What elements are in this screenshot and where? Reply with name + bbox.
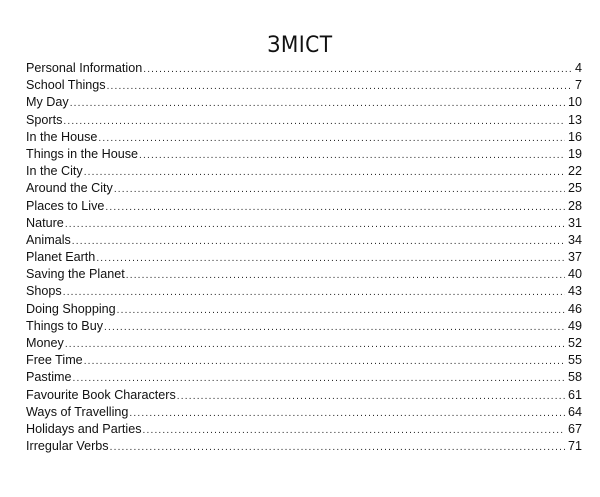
toc-entry-page-number: 40	[567, 267, 582, 282]
toc-entry-title: Sports	[26, 112, 63, 127]
toc-entry-page-number: 7	[574, 78, 582, 93]
toc-entry-title: Around the City	[26, 181, 113, 196]
toc-entry	[26, 146, 582, 163]
dot-leader	[104, 319, 565, 335]
dot-leader	[72, 233, 565, 249]
dot-leader	[114, 181, 565, 197]
dot-leader	[73, 370, 565, 386]
dot-leader	[96, 250, 565, 266]
toc-entry	[26, 163, 582, 180]
toc-entry-title: School Things	[26, 78, 106, 93]
dot-leader	[177, 388, 565, 404]
toc-entry-title: Free Time	[26, 353, 83, 368]
toc-entry-page-number: 67	[567, 421, 582, 436]
toc-entry-page-number: 31	[567, 215, 582, 230]
toc-entry-title: Things in the House	[26, 146, 139, 161]
toc-entry-title: My Day	[26, 95, 69, 110]
dot-leader	[65, 336, 565, 352]
toc-entry-page-number: 43	[567, 284, 582, 299]
page-title: ЗМІСТ	[267, 33, 333, 58]
toc-entry	[26, 301, 582, 318]
toc-entry	[26, 438, 582, 455]
toc-entry-page-number: 28	[567, 198, 582, 213]
toc-list	[26, 60, 582, 455]
toc-entry	[26, 180, 582, 197]
toc-entry-page-number: 19	[567, 146, 582, 161]
toc-entry	[26, 369, 582, 386]
toc-entry	[26, 94, 582, 111]
dot-leader	[107, 78, 572, 94]
toc-entry-page-number: 61	[567, 387, 582, 402]
toc-entry-title: Favourite Book Characters	[26, 387, 176, 402]
dot-leader	[126, 267, 565, 283]
dot-leader	[129, 405, 565, 421]
toc-entry-title: Personal Information	[26, 61, 143, 75]
dot-leader	[143, 61, 572, 77]
toc-entry	[26, 335, 582, 352]
dot-leader	[139, 147, 565, 163]
toc-entry-title: In the House	[26, 129, 98, 144]
toc-entry-title: Nature	[26, 215, 64, 230]
dot-leader	[84, 353, 565, 369]
toc-entry	[26, 352, 582, 369]
toc-entry-page-number: 10	[567, 95, 582, 110]
toc-entry-title: Shops	[26, 284, 62, 299]
toc-entry-title: Money	[26, 336, 64, 350]
toc-entry-title: Holidays and Parties	[26, 421, 142, 436]
toc-entry-page-number: 49	[567, 318, 582, 333]
toc-entry	[26, 404, 582, 421]
toc-entry	[26, 129, 582, 146]
toc-entry-page-number: 16	[567, 129, 582, 144]
toc-entry-title: Things to Buy	[26, 318, 104, 333]
toc-entry-page-number: 52	[567, 336, 582, 350]
toc-entry	[26, 198, 582, 215]
dot-leader	[70, 95, 565, 111]
dot-leader	[110, 439, 565, 455]
dot-leader	[84, 164, 565, 180]
toc-entry-title: Pastime	[26, 370, 72, 385]
toc-entry-page-number: 34	[567, 232, 582, 247]
toc-entry	[26, 318, 582, 335]
toc-entry	[26, 421, 582, 438]
dot-leader	[63, 113, 565, 129]
toc-entry	[26, 215, 582, 232]
toc-entry	[26, 77, 582, 94]
toc-entry-page-number: 25	[567, 181, 582, 196]
toc-entry	[26, 249, 582, 266]
toc-entry-title: Ways of Travelling	[26, 404, 129, 419]
toc-entry-title: Places to Live	[26, 198, 105, 213]
toc-entry-page-number: 22	[567, 164, 582, 179]
dot-leader	[98, 130, 565, 146]
toc-entry-title: Animals	[26, 232, 71, 247]
toc-entry-page-number: 46	[567, 301, 582, 316]
dot-leader	[105, 199, 565, 215]
dot-leader	[65, 216, 565, 232]
dot-leader	[63, 284, 565, 300]
toc-entry-title: Saving the Planet	[26, 267, 125, 282]
toc-entry-title: Irregular Verbs	[26, 439, 109, 454]
toc-entry	[26, 232, 582, 249]
toc-entry-title: Doing Shopping	[26, 301, 116, 316]
toc-entry	[26, 266, 582, 283]
toc-entry-page-number: 64	[567, 404, 582, 419]
toc-entry-page-number: 55	[567, 353, 582, 368]
toc-entry-title: In the City	[26, 164, 83, 179]
toc-entry	[26, 283, 582, 300]
toc-entry-page-number: 71	[567, 439, 582, 454]
toc-entry	[26, 112, 582, 129]
toc-entry-page-number: 13	[567, 112, 582, 127]
toc-entry	[26, 387, 582, 404]
toc-entry-page-number: 37	[567, 250, 582, 265]
toc-entry-page-number: 58	[567, 370, 582, 385]
toc-entry-title: Planet Earth	[26, 250, 96, 265]
toc-entry-page-number: 4	[574, 61, 582, 75]
toc-entry	[26, 60, 582, 77]
dot-leader	[117, 302, 565, 318]
dot-leader	[143, 422, 565, 438]
